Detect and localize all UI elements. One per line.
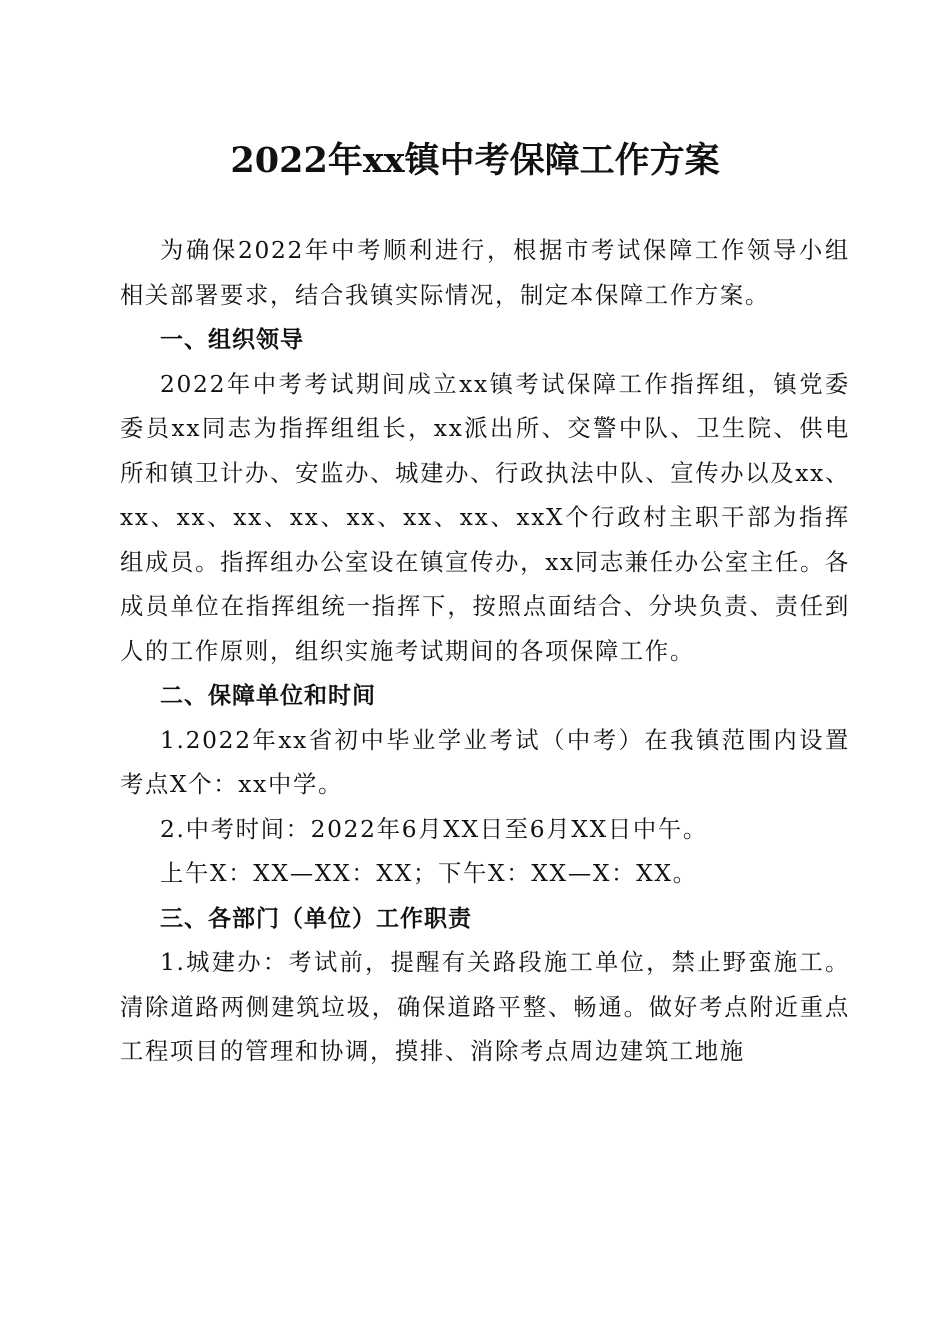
- exam-time-paragraph: 2.中考时间：2022年6月XX日至6月XX日中午。: [160, 815, 708, 843]
- exam-sites-paragraph: 1.2022年xx省初中毕业学业考试（中考）在我镇范围内设置考点X个：xx中学。: [120, 726, 850, 798]
- document-body: [120, 229, 850, 1075]
- section-heading-organization: 一、组织领导: [160, 327, 304, 353]
- document-title: 2022年xx镇中考保障工作方案: [230, 140, 720, 181]
- exam-hours-paragraph: 上午X：XX—XX：XX；下午X：XX—X：XX。: [160, 860, 698, 887]
- section-heading-responsibilities: 三、各部门（单位）工作职责: [160, 905, 472, 932]
- intro-paragraph: 为确保2022年中考顺利进行，根据市考试保障工作领导小组相关部署要求，结合我镇实际情况，制定本保障工作方案。: [120, 237, 850, 309]
- section-heading-units-time: 二、保障单位和时间: [160, 683, 376, 709]
- urban-construction-paragraph: 1.城建办：考试前，提醒有关路段施工单位，禁止野蛮施工。清除道路两侧建筑垃圾，确保道路平整、畅通。做好考点附近重点工程项目的管理和协调，摸排、消除考点周边建筑工地施: [120, 949, 850, 1065]
- organization-paragraph: 2022年中考考试期间成立xx镇考试保障工作指挥组，镇党委委员xx同志为指挥组组长，xx派出所、交警中队、卫生院、供电所和镇卫计办、安监办、城建办、行政执法中队、宣传办以及xx、xx、xx、xx、xx、xx、xx、xx、xxX个行政村主职干部为指挥组成员。指挥组办公室设在镇宣传办，xx同志兼任办公室主任。各成员单位在指挥组统一指挥下，按照点面结合、分块负责、责任到人的工作原则，组织实施考试期间的各项保障工作。: [120, 370, 850, 665]
